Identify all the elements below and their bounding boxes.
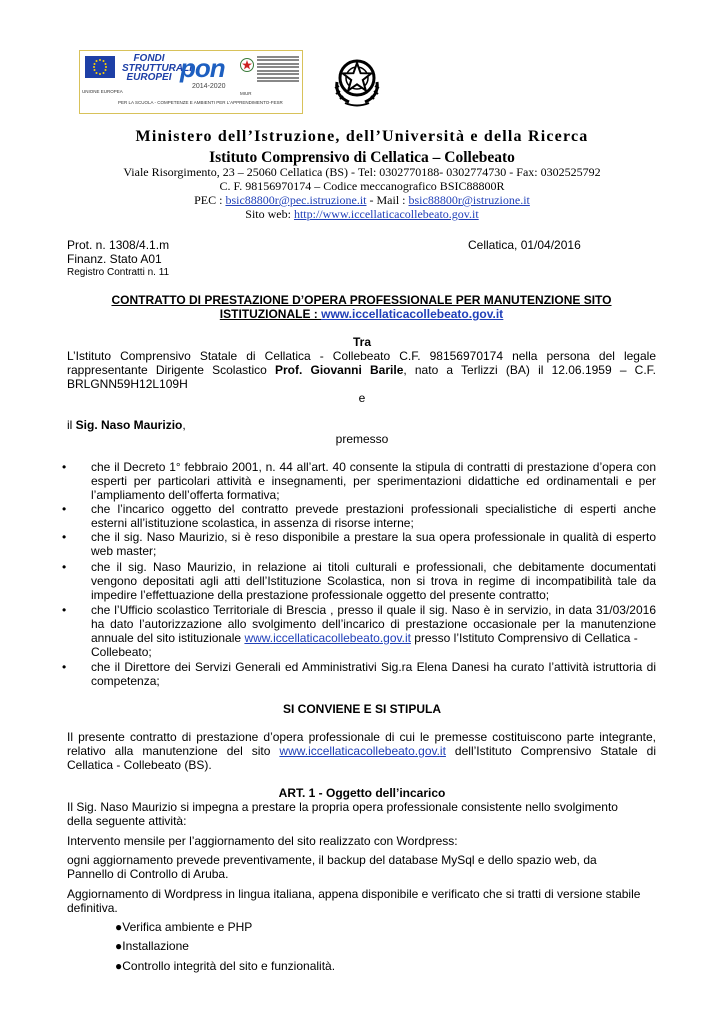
premise-5-line-1: che l’Ufficio scolastico Territoriale di Brescia , presso il quale il sig. Naso è in servizio, in data 31/03/2016 xyxy=(91,603,656,617)
art1-item: ●Installazione xyxy=(115,939,189,953)
art1-p3-line-1: ogni aggiornamento prevede preventivamente, il backup del database MySql e dello spazio web, da xyxy=(67,853,597,867)
premise-1-line-3: l’ampliamento dell’offerta formativa; xyxy=(91,488,280,502)
premesso-heading: premesso xyxy=(335,432,389,446)
stipula-line-1: Il presente contratto di prestazione d’opera professionale di cui le premesse costituiscono parte integrante, xyxy=(67,730,656,744)
bullet-icon: • xyxy=(62,502,67,516)
banner-strip: PER LA SCUOLA - COMPETENZE E AMBIENTI PER L'APPRENDIMENTO-FESR xyxy=(118,100,283,105)
school-codes: C. F. 98156970174 – Codice meccanografico BSIC88800R xyxy=(219,179,505,193)
financing: Finanz. Stato A01 xyxy=(67,252,162,266)
art1-p4-line-1: Aggiornamento di Wordpress in lingua italiana, appena disponibile e verificato che si tratti di versione stabile xyxy=(67,887,641,901)
contract-register: Registro Contratti n. 11 xyxy=(67,267,170,278)
fondi-line: STRUTTURALI xyxy=(122,62,192,74)
pon-word: pon xyxy=(180,53,225,83)
miur-label: MIUR xyxy=(240,91,252,96)
parties-line-2: rappresentante Dirigente Scolastico Prof. Giovanni Barile, nato a Terlizzi (BA) il 12.06.1959 – C.F. xyxy=(67,363,657,377)
contractor-name: Sig. Naso Maurizio xyxy=(75,418,183,432)
fondi-line: FONDI xyxy=(133,53,165,64)
school-name: Istituto Comprensivo di Cellatica – Collebeato xyxy=(209,149,515,166)
pec-link[interactable]: bsic88800r@pec.istruzione.it xyxy=(225,193,367,207)
pon-banner xyxy=(79,50,303,114)
eu-caption: UNIONE EUROPEA xyxy=(82,89,123,94)
premise-4-line-2: vengono depositati agli atti dell’Istituzione Scolastica, non si trova in regime di incompatibilità tale da xyxy=(91,574,656,588)
premise-1-line-1: che il Decreto 1° febbraio 2001, n. 44 all’art. 40 consente la stipula di contratti di prestazione d’opera con xyxy=(91,460,656,474)
fondi-line: EUROPEI xyxy=(126,72,172,83)
contact-emails xyxy=(0,193,724,208)
premise-5-line-3: annuale del sito istituzionale www.iccellaticacollebeato.gov.it presso l’Istituto Comprensivo di Cellatica - xyxy=(91,631,638,645)
mail-label: - Mail : xyxy=(366,193,409,207)
bullet-icon: • xyxy=(62,530,67,544)
contractor-line: il Sig. Naso Maurizio, xyxy=(67,418,186,432)
website xyxy=(0,207,724,222)
premise-2-line-1: che l’incarico oggetto del contratto prevede prestazioni professionali specialistiche di esperti anche xyxy=(91,502,656,516)
premise-5-line-4: Collebeato; xyxy=(91,645,152,659)
pec-label: PEC : xyxy=(194,193,226,207)
premise-6-line-1: che il Direttore dei Servizi Generali ed Amministrativi Sig.ra Elena Danesi ha curato l’attività istruttoria di xyxy=(91,660,656,674)
parties-e: e xyxy=(358,391,366,405)
mail-link[interactable]: bsic88800r@istruzione.it xyxy=(408,193,530,207)
tra-heading: Tra xyxy=(352,335,371,349)
title-prefix: ISTITUZIONALE : xyxy=(219,307,322,321)
premise-6-line-2: competenza; xyxy=(91,674,160,688)
stipula-line-3: Cellatica - Collebeato (BS). xyxy=(67,758,212,772)
fondi-strutturali-logo xyxy=(122,53,192,83)
art1-p4-line-2: definitiva. xyxy=(67,901,118,915)
parties-line-3: BRLGNN59H12L109H xyxy=(67,377,188,391)
pon-logo xyxy=(180,53,238,95)
miur-emblem-icon xyxy=(240,57,254,73)
title-site-link[interactable]: www.iccellaticacollebeato.gov.it xyxy=(321,307,504,321)
art1-item: ●Controllo integrità del sito e funzionalità. xyxy=(115,959,336,973)
bullet-icon: • xyxy=(62,560,67,574)
contract-title xyxy=(67,293,656,321)
stipula-line-2: relativo alla manutenzione del sito www.iccellaticacollebeato.gov.it dell’Istituto Comprensivo Statale di xyxy=(67,744,656,758)
ministry-heading: Ministero dell’Istruzione, dell’Università e della Ricerca xyxy=(135,128,589,145)
premise-2-line-2: esterni all’istituzione scolastica, in assenza di risorse interne; xyxy=(91,516,414,530)
bullet-icon: • xyxy=(62,603,67,617)
premise-1-line-2: esperti per particolari attività e insegnamenti, per sperimentazioni didattiche ed ordinamentali e per xyxy=(91,474,656,488)
art1-p1-line-1: Il Sig. Naso Maurizio si impegna a prestare la propria opera professionale consistente nello svolgimento xyxy=(67,800,618,814)
premise-site-link[interactable]: www.iccellaticacollebeato.gov.it xyxy=(244,631,411,645)
place-date: Cellatica, 01/04/2016 xyxy=(468,238,581,252)
art1-p2: Intervento mensile per l’aggiornamento del sito realizzato con Wordpress: xyxy=(67,834,458,848)
art1-heading: ART. 1 - Oggetto dell’incarico xyxy=(278,786,446,800)
premise-5-line-2: ha dato l’autorizzazione allo svolgimento dell’incarico di prestazione occasionale per la manutenzione xyxy=(91,617,656,631)
stipula-heading: SI CONVIENE E SI STIPULA xyxy=(282,702,442,716)
art1-p3-line-2: Pannello di Controllo di Aruba. xyxy=(67,867,229,881)
parties-line-1: L’Istituto Comprensivo Statale di Cellatica - Collebeato C.F. 98156970174 nella persona del legale xyxy=(67,349,656,363)
premise-3-line-2: web master; xyxy=(91,544,157,558)
eu-flag-icon xyxy=(85,56,115,78)
premise-4-line-1: che il sig. Naso Maurizio, in relazione ai titoli culturali e professionali, che debitamente documentati xyxy=(91,560,656,574)
stipula-site-link[interactable]: www.iccellaticacollebeato.gov.it xyxy=(279,744,446,758)
miur-text-lines xyxy=(257,56,299,84)
bullet-icon: • xyxy=(62,460,67,474)
school-address: Viale Risorgimento, 23 – 25060 Cellatica (BS) - Tel: 0302770188- 0302774730 - Fax: 0302525792 xyxy=(123,165,601,179)
art1-item: ●Verifica ambiente e PHP xyxy=(115,920,253,934)
protocol-number: Prot. n. 1308/4.1.m xyxy=(67,238,170,252)
site-label: Sito web: xyxy=(245,207,294,221)
site-link[interactable]: http://www.iccellaticacollebeato.gov.it xyxy=(293,207,479,221)
bullet-icon: • xyxy=(62,660,67,674)
title-line-2 xyxy=(67,307,656,321)
premise-4-line-3: impedire l’effettuazione della prestazione professionale oggetto del presente contratto; xyxy=(91,588,550,602)
title-line-1: CONTRATTO DI PRESTAZIONE D’OPERA PROFESSIONALE PER MANUTENZIONE SITO xyxy=(111,293,612,307)
premise-3-line-1: che il sig. Naso Maurizio, si è reso disponibile a prestare la sua opera professionale in qualità di esperto xyxy=(91,530,656,544)
art1-p1-line-2: della seguente attività: xyxy=(67,814,187,828)
principal-name: Prof. Giovanni Barile xyxy=(274,363,404,377)
pon-years: 2014-2020 xyxy=(192,83,226,90)
italian-republic-emblem-icon xyxy=(331,52,383,108)
